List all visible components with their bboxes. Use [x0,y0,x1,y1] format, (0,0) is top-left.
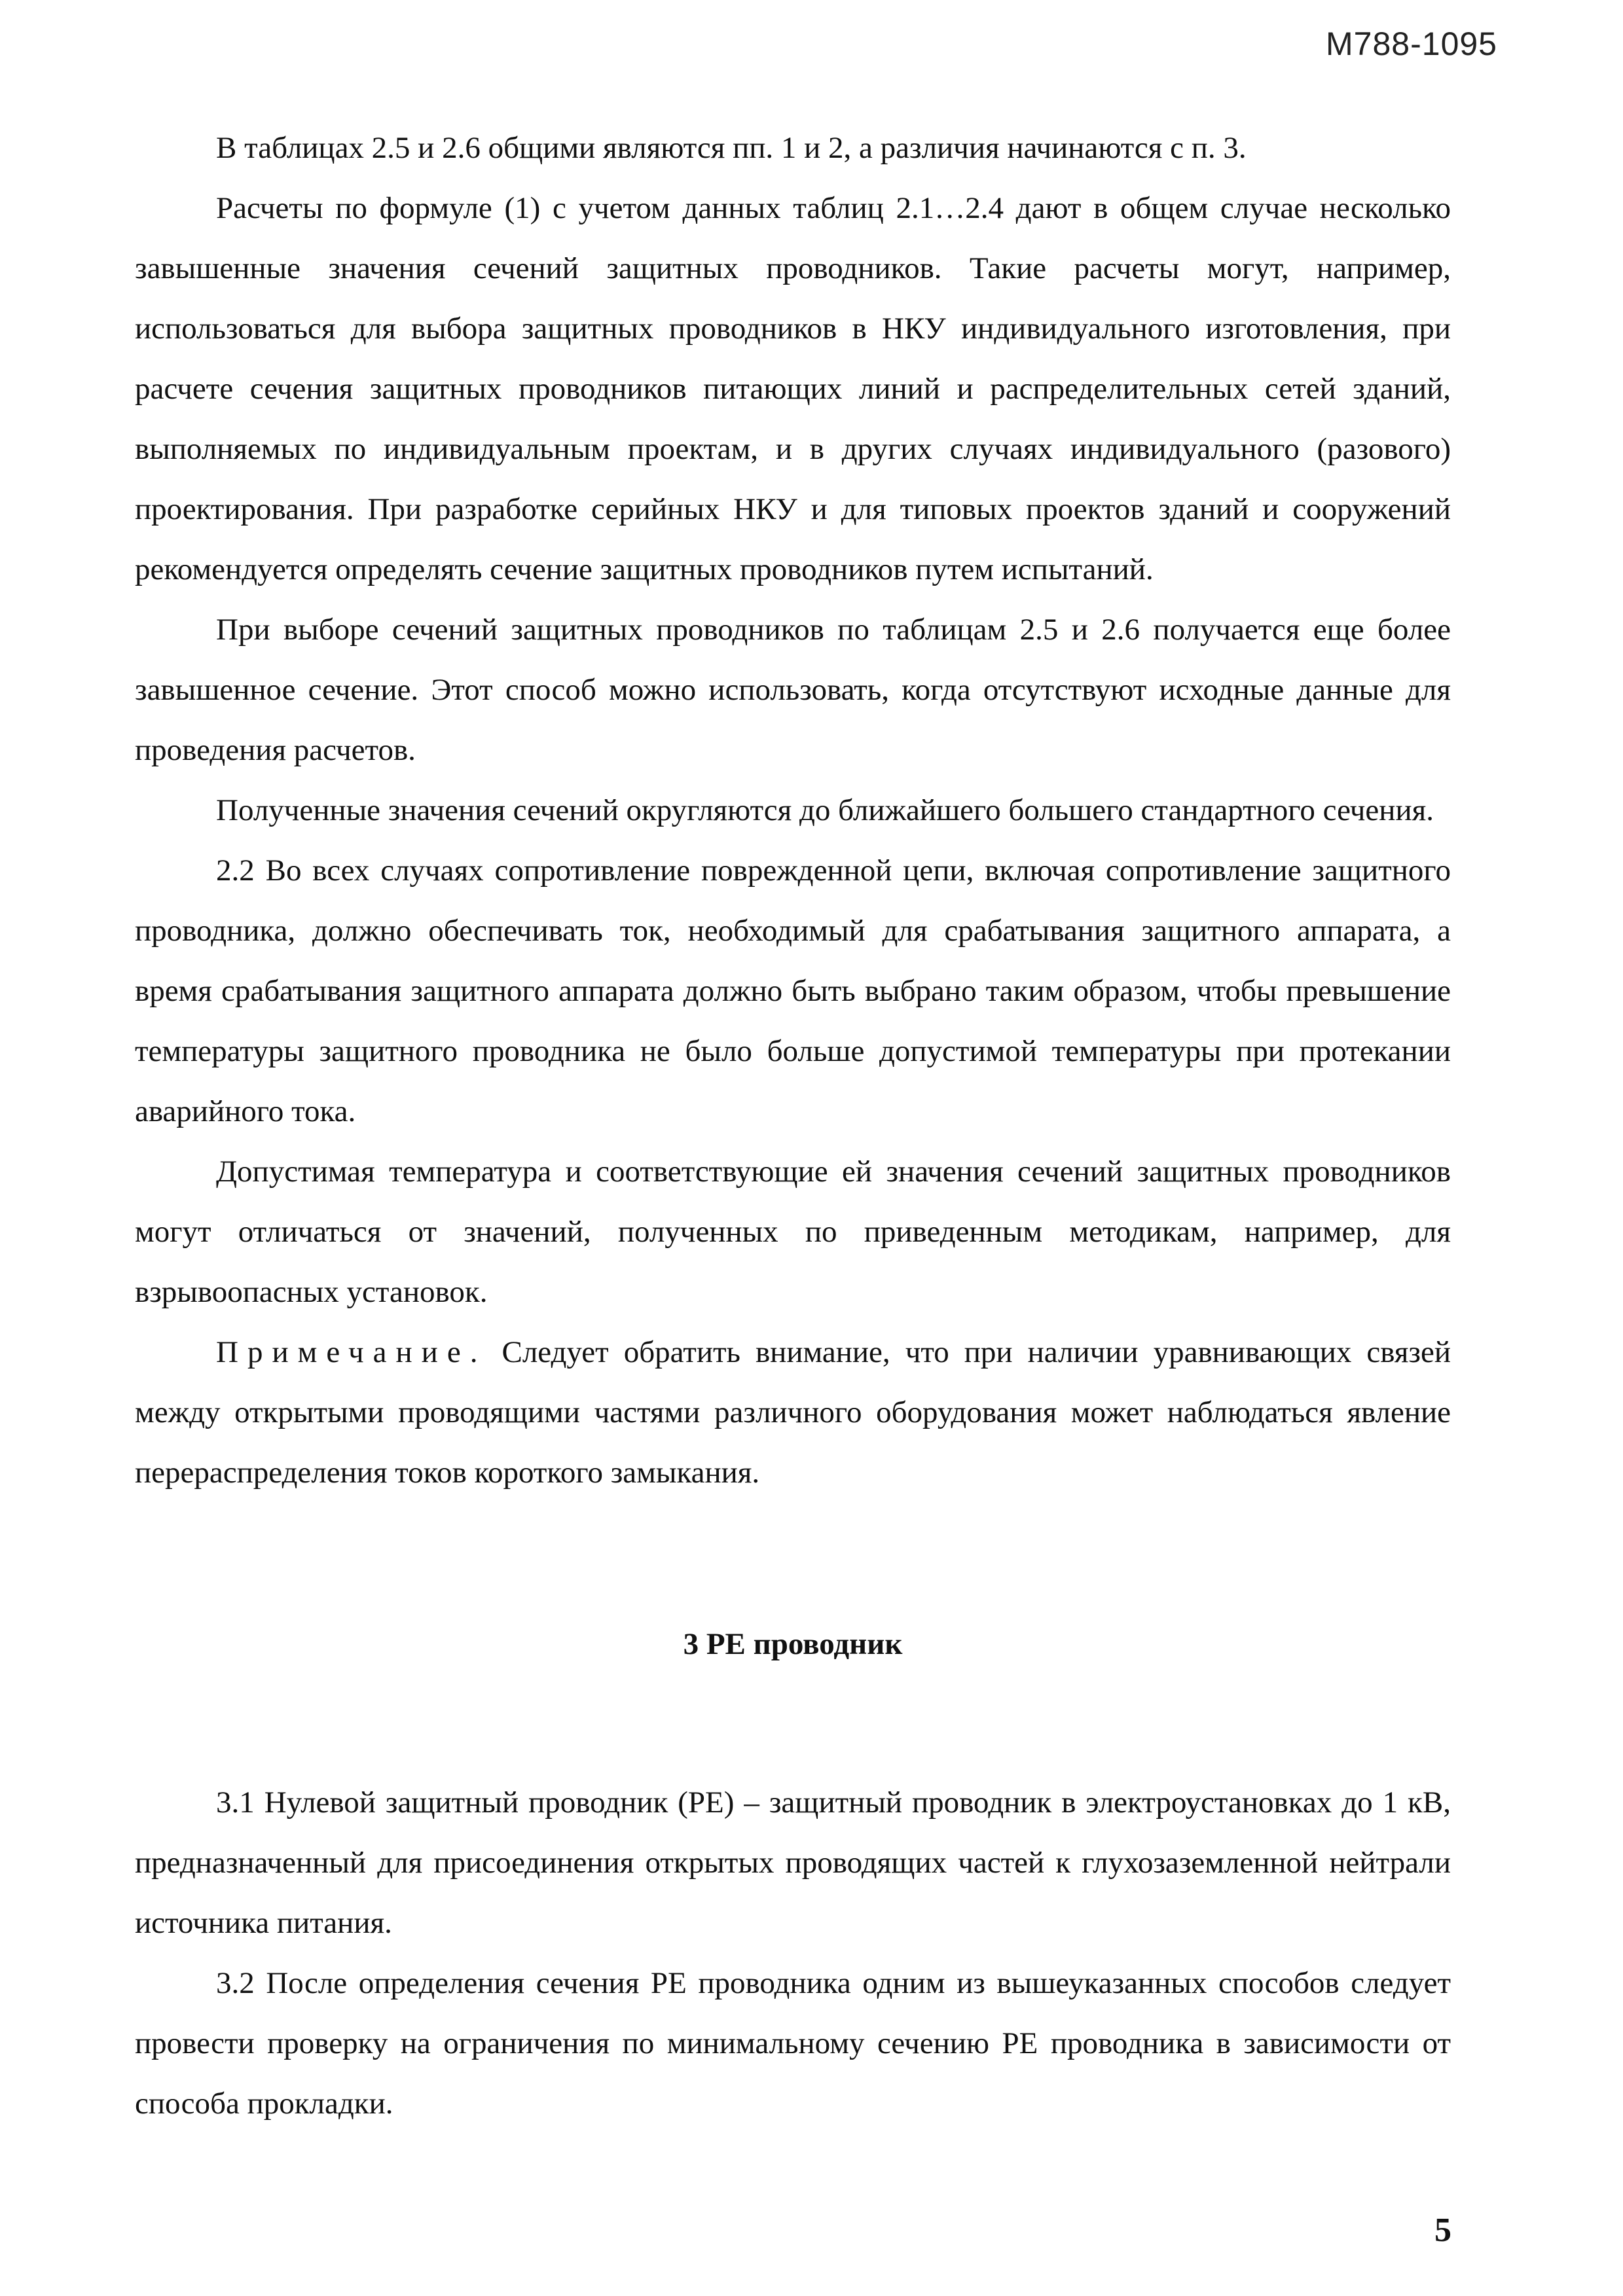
page-number: 5 [1434,2212,1451,2249]
note-label: Примечание. [216,1335,487,1369]
paragraph-2-2: 2.2 Во всех случаях сопротивление поврежденной цепи, включая сопротивление защитного проводника, должно обеспечивать ток, необходимый для срабатывания защитного аппарата, а время срабатывания защитного аппарата должно быть выбрано таким образом, чтобы превышение температуры защитного проводника не было больше допустимой температуры при протекании аварийного тока. [135,853,1451,1128]
paragraph-3-2: 3.2 После определения сечения PE проводника одним из вышеуказанных способов следует провести проверку на ограничения по минимальному сечению PE проводника в зависимости от способа прокладки. [135,1966,1451,2121]
document-body [135,118,1451,2134]
note-text: Следует обратить внимание, что при наличии уравнивающих связей между открытыми проводящими частями различного оборудования может наблюдаться явление перераспределения токов короткого замыкания. [135,1335,1451,1490]
section-heading: 3 PE проводник [683,1627,903,1661]
document-code: М788-1095 [1326,26,1497,62]
paragraph-tables-note: В таблицах 2.5 и 2.6 общими являются пп. 1 и 2, а различия начинаются с п. 3. [216,131,1247,165]
paragraph-calculations: Расчеты по формуле (1) с учетом данных таблиц 2.1…2.4 дают в общем случае несколько завышенные значения сечений защитных проводников. Такие расчеты могут, например, использоваться для выбора защитных проводников в НКУ индивидуального изготовления, при расчете сечения защитных проводников питающих линий и распределительных сетей зданий, выполняемых по индивидуальным проектам, и в других случаях индивидуального (разового) проектирования. При разработке серийных НКУ и для типовых проектов зданий и сооружений рекомендуется определять сечение защитных проводников путем испытаний. [135,191,1451,586]
paragraph-rounding: Полученные значения сечений округляются до ближайшего большего стандартного сечения. [216,793,1434,827]
paragraph-table-selection: При выборе сечений защитных проводников по таблицам 2.5 и 2.6 получается еще более завышенное сечение. Этот способ можно использовать, когда отсутствуют исходные данные для проведения расчетов. [135,613,1451,767]
paragraph-3-1: 3.1 Нулевой защитный проводник (PE) – защитный проводник в электроустановках до 1 кВ, предназначенный для присоединения открытых проводящих частей к глухозаземленной нейтрали источника питания. [135,1785,1451,1940]
note-paragraph [135,1322,1451,1503]
paragraph-allowed-temperature: Допустимая температура и соответствующие ей значения сечений защитных проводников могут отличаться от значений, полученных по приведенным методикам, например, для взрывоопасных установок. [135,1155,1451,1309]
